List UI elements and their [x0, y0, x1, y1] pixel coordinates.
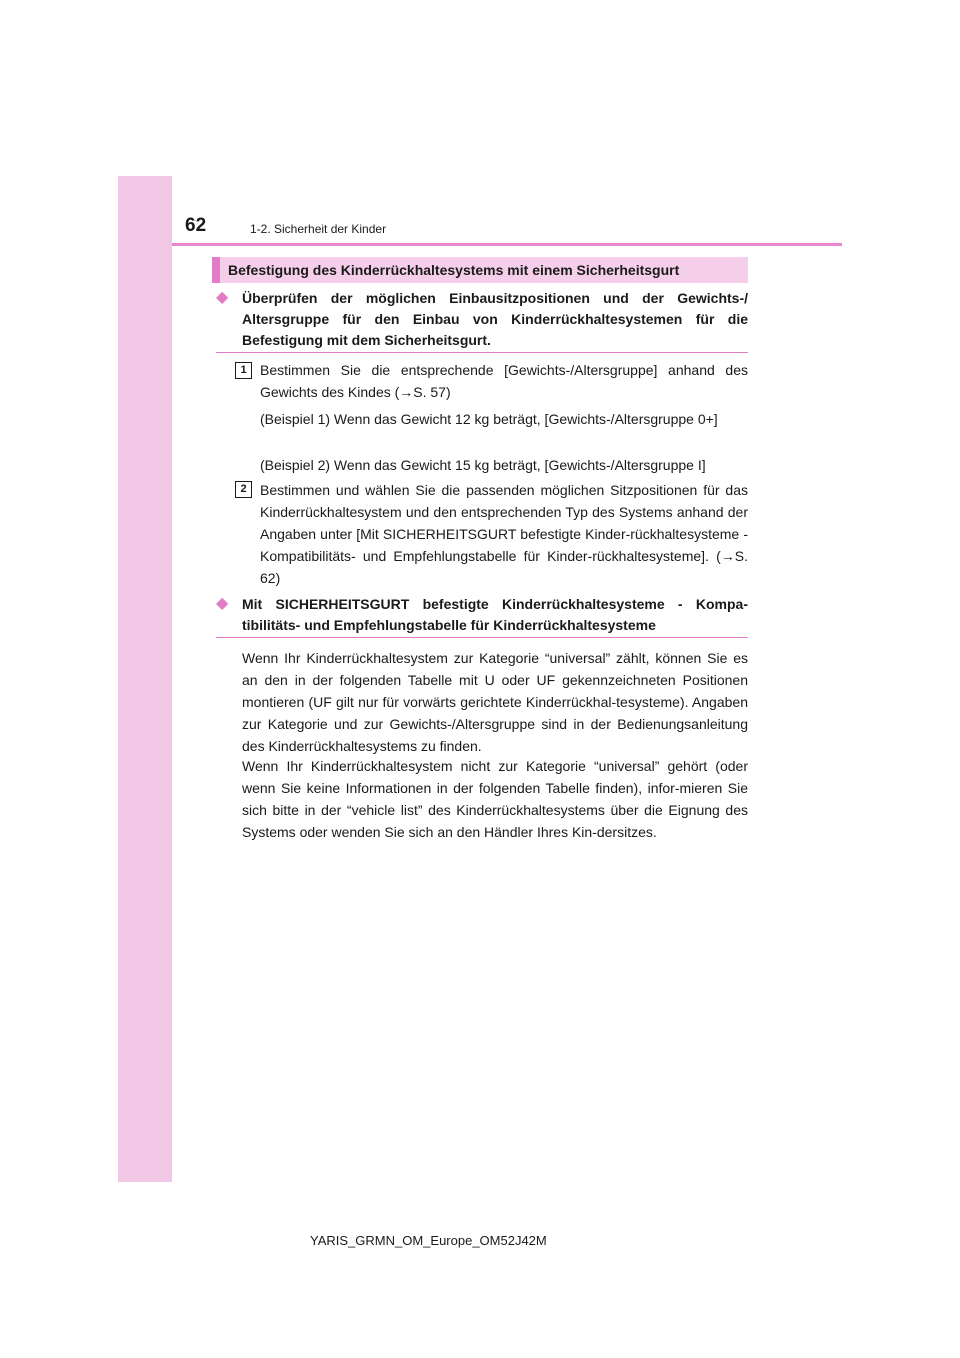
step-2-text: Bestimmen und wählen Sie die passenden möglichen Sitzpositionen für das Kinderrückhaltesystem und den entsprechenden Typ des Systems anhand der Angaben unter [Mit SICHERHEITSGURT befestigte Kinder-rückhaltesysteme - Kompatibilitäts- und Empfehlungstabelle für Kinder-rückhaltesysteme]. (→S. 62) — [260, 482, 748, 586]
paragraph-1: Wenn Ihr Kinderrückhaltesystem zur Kategorie “universal” zählt, können Sie es an den in der folgenden Tabelle mit U oder UF gekennzeichneten Positionen montieren (UF gilt nur für vorwärts gerichtete Kinderrückhal-tesysteme). Angaben zur Kategorie und zur Gewichts-/Altersgruppe sind in der Bedienungsanleitung des Kinderrückhaltesystems zu finden. — [242, 650, 748, 754]
footer-doc-id: YARIS_GRMN_OM_Europe_OM52J42M — [310, 1233, 547, 1248]
step-2-badge: 2 — [235, 481, 252, 498]
block2-heading-text: Mit SICHERHEITSGURT befestigte Kinderrückhaltesysteme - Kompa-tibilitäts- und Empfehlungstabelle für Kinderrückhaltesysteme — [242, 596, 748, 633]
block1-heading-rule — [216, 352, 748, 353]
section-title: Befestigung des Kinderrückhaltesystems mit einem Sicherheitsgurt — [212, 257, 748, 283]
paragraph-2: Wenn Ihr Kinderrückhaltesystem nicht zur Kategorie “universal” gehört (oder wenn Sie keine Informationen in der folgenden Tabelle finden), infor-mieren Sie sich bitte in der “vehicle list” des Kinderrückhaltesystems über die Eignung des Systems oder wenden Sie sich an den Händler Ihres Kin-dersitzes. — [242, 758, 748, 840]
step-1-text: Bestimmen Sie die entsprechende [Gewichts-/Altersgruppe] anhand des Gewichts des Kindes (→S. 57) — [260, 362, 748, 400]
page-number: 62 — [185, 215, 207, 236]
block2-heading — [216, 594, 748, 636]
diamond-bullet-icon: ◆ — [216, 289, 229, 306]
chapter-title: 1-2. Sicherheit der Kinder — [250, 222, 387, 236]
block2-heading-rule — [216, 637, 748, 638]
block1-heading-text: Überprüfen der möglichen Einbausitzpositionen und der Gewichts-/ Altersgruppe für den Einbau von Kinderrückhaltesystemen für die Befestigung mit dem Sicherheitsgurt. — [242, 290, 748, 348]
step-1-badge: 1 — [235, 362, 252, 379]
header-rule — [172, 243, 842, 246]
example-1: (Beispiel 1) Wenn das Gewicht 12 kg beträgt, [Gewichts-/Altersgruppe 0+] — [260, 411, 718, 427]
block1-heading — [216, 288, 748, 351]
diamond-bullet-icon: ◆ — [216, 595, 229, 612]
example-2: (Beispiel 2) Wenn das Gewicht 15 kg beträgt, [Gewichts-/Altersgruppe I] — [260, 457, 706, 473]
side-band — [118, 176, 172, 1182]
